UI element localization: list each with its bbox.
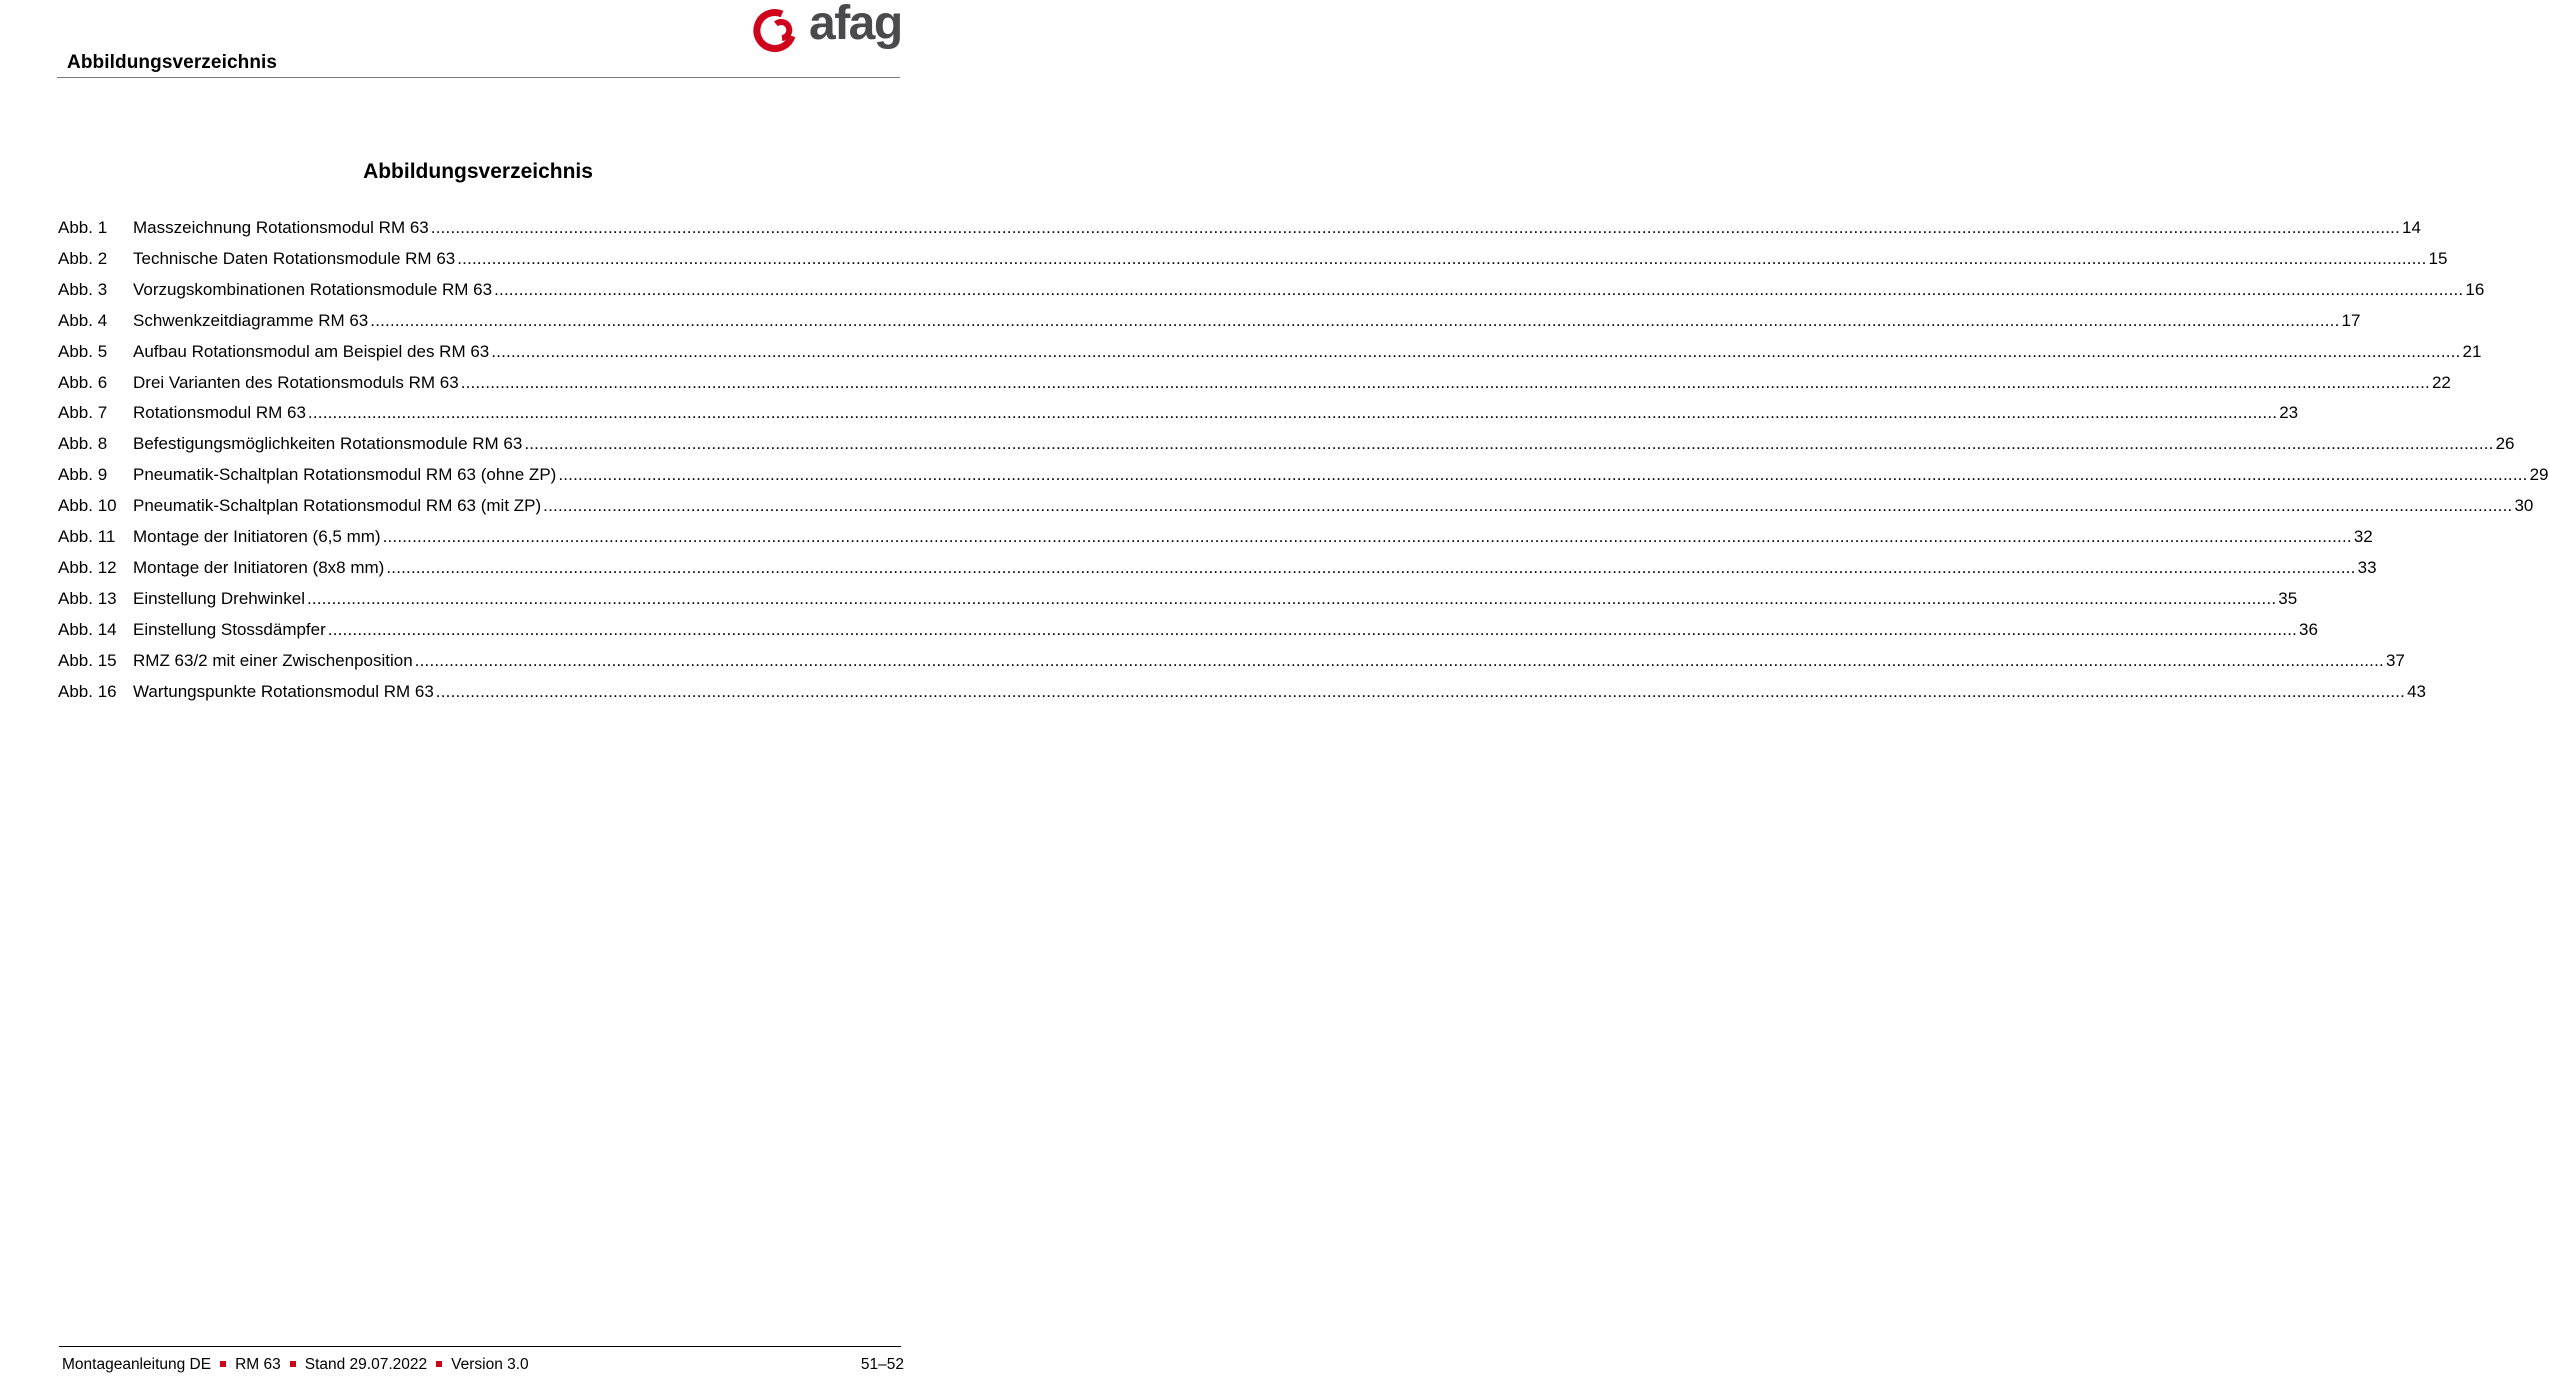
toc-entry-page: 17 — [2341, 310, 2361, 330]
toc-entry-title: Drei Varianten des Rotationsmoduls RM 63 — [133, 372, 459, 392]
toc-dot-leader: ................................................................................................................................................................................................................................................................................................................................................................................................................ — [386, 557, 2356, 577]
footer-divider — [59, 1346, 901, 1347]
toc-entry-title: Montage der Initiatoren (6,5 mm) — [133, 527, 381, 546]
toc-entry-number: Abb. 8 — [58, 434, 108, 454]
toc-entry-number: Abb. 5 — [58, 341, 108, 361]
toc-dot-leader: ................................................................................................................................................................................................................................................................................................................................................................................................................ — [307, 403, 2278, 423]
toc-entry-page: 33 — [2357, 557, 2377, 577]
toc-dot-leader: ................................................................................................................................................................................................................................................................................................................................................................................................................ — [491, 341, 2461, 361]
footer-version: Version 3.0 — [451, 1356, 529, 1373]
toc-entry-title: Masszeichnung Rotationsmodul RM 63 — [133, 218, 429, 237]
toc-entry[interactable] — [58, 248, 2448, 270]
toc-entry-page: 43 — [2407, 681, 2426, 701]
page-title: Abbildungsverzeichnis — [363, 160, 593, 183]
toc-entry-page: 36 — [2299, 619, 2318, 639]
toc-entry-page: 15 — [2428, 248, 2448, 268]
toc-entry-number: Abb. 14 — [58, 619, 117, 639]
toc-entry-number: Abb. 6 — [58, 372, 108, 392]
footer-page-number: 51–52 — [860, 1356, 904, 1373]
toc-entry-number: Abb. 10 — [58, 496, 117, 516]
toc-entry-title: Rotationsmodul RM 63 — [133, 403, 306, 423]
toc-dot-leader: ................................................................................................................................................................................................................................................................................................................................................................................................................ — [414, 650, 2384, 670]
toc-dot-leader: ................................................................................................................................................................................................................................................................................................................................................................................................................ — [524, 434, 2494, 454]
toc-entry-number: Abb. 16 — [58, 681, 117, 701]
footer-date: Stand 29.07.2022 — [304, 1356, 428, 1373]
toc-entry-page: 30 — [2514, 496, 2534, 516]
toc-entry-page: 32 — [2353, 527, 2373, 546]
toc-entry[interactable] — [58, 681, 2426, 703]
toc-entry-page: 37 — [2385, 650, 2405, 670]
footer-separator-icon — [220, 1361, 226, 1367]
toc-entry-number: Abb. 2 — [58, 248, 108, 268]
toc-entry-number: Abb. 4 — [58, 310, 108, 330]
toc-entry[interactable] — [58, 557, 2377, 579]
toc-entry-page: 21 — [2462, 341, 2482, 361]
toc-entry-title: RMZ 63/2 mit einer Zwischenposition — [133, 650, 413, 670]
toc-entry-number: Abb. 1 — [58, 218, 108, 237]
toc-entry[interactable] — [58, 433, 2515, 455]
toc-entry-page: 14 — [2402, 218, 2421, 237]
toc-dot-leader: ................................................................................................................................................................................................................................................................................................................................................................................................................ — [435, 681, 2406, 701]
toc-dot-leader: ................................................................................................................................................................................................................................................................................................................................................................................................................ — [460, 372, 2430, 392]
footer-model: RM 63 — [235, 1356, 281, 1373]
toc-dot-leader: ................................................................................................................................................................................................................................................................................................................................................................................................................ — [306, 588, 2277, 608]
afag-logo — [752, 0, 902, 55]
toc-entry[interactable] — [58, 341, 2482, 363]
header-divider — [57, 77, 900, 78]
footer-info — [62, 1355, 904, 1375]
toc-entry[interactable] — [58, 619, 2318, 641]
toc-entry-number: Abb. 11 — [58, 527, 116, 546]
toc-dot-leader: ................................................................................................................................................................................................................................................................................................................................................................................................................ — [558, 465, 2528, 485]
toc-entry[interactable] — [58, 650, 2405, 672]
toc-entry-page: 22 — [2431, 372, 2451, 392]
toc-dot-leader: ................................................................................................................................................................................................................................................................................................................................................................................................................ — [543, 496, 2513, 516]
toc-dot-leader: ................................................................................................................................................................................................................................................................................................................................................................................................................ — [457, 248, 2427, 268]
toc-entry[interactable] — [58, 217, 2421, 239]
toc-entry-number: Abb. 12 — [58, 557, 117, 577]
toc-entry-title: Pneumatik-Schaltplan Rotationsmodul RM 63 (mit ZP) — [133, 496, 542, 516]
afag-logo-text: afag — [809, 0, 902, 50]
toc-entry-page: 35 — [2278, 588, 2298, 608]
header-section-title: Abbildungsverzeichnis — [67, 52, 278, 73]
toc-dot-leader: ................................................................................................................................................................................................................................................................................................................................................................................................................ — [327, 619, 2298, 639]
toc-entry-title: Schwenkzeitdiagramme RM 63 — [133, 310, 369, 330]
toc-dot-leader: ................................................................................................................................................................................................................................................................................................................................................................................................................ — [430, 218, 2401, 237]
toc-entry-title: Montage der Initiatoren (8x8 mm) — [133, 557, 385, 577]
toc-entry-title: Technische Daten Rotationsmodule RM 63 — [133, 248, 456, 268]
toc-entry[interactable] — [58, 310, 2361, 332]
toc-entry-title: Aufbau Rotationsmodul am Beispiel des RM 63 — [133, 341, 490, 361]
toc-entry-number: Abb. 3 — [58, 279, 108, 299]
toc-dot-leader: ................................................................................................................................................................................................................................................................................................................................................................................................................ — [382, 527, 2352, 546]
toc-entry[interactable] — [58, 526, 2373, 548]
toc-entry-title: Befestigungsmöglichkeiten Rotationsmodule RM 63 — [133, 434, 523, 454]
toc-dot-leader: ................................................................................................................................................................................................................................................................................................................................................................................................................ — [370, 310, 2340, 330]
toc-entry[interactable] — [58, 402, 2299, 424]
toc-entry-page: 16 — [2465, 279, 2485, 299]
afag-logo-mark-icon — [752, 10, 798, 54]
toc-entry-title: Pneumatik-Schaltplan Rotationsmodul RM 63 (ohne ZP) — [133, 465, 557, 485]
toc-entry-title: Vorzugskombinationen Rotationsmodule RM 63 — [133, 279, 493, 299]
toc-entry-title: Wartungspunkte Rotationsmodul RM 63 — [133, 681, 434, 701]
footer-doc-type: Montageanleitung DE — [62, 1356, 212, 1373]
toc-entry-number: Abb. 9 — [58, 465, 108, 485]
toc-entry[interactable] — [58, 495, 2534, 517]
footer-separator-icon — [290, 1361, 296, 1367]
toc-entry[interactable] — [58, 464, 2549, 486]
toc-entry-page: 23 — [2279, 403, 2299, 423]
toc-entry-page: 29 — [2529, 465, 2549, 485]
toc-entry[interactable] — [58, 588, 2298, 610]
toc-dot-leader: ................................................................................................................................................................................................................................................................................................................................................................................................................ — [494, 279, 2464, 299]
toc-entry-title: Einstellung Stossdämpfer — [133, 619, 326, 639]
toc-entry-title: Einstellung Drehwinkel — [133, 588, 305, 608]
toc-entry-number: Abb. 13 — [58, 588, 117, 608]
toc-entry[interactable] — [58, 372, 2451, 394]
toc-entry-number: Abb. 7 — [58, 403, 108, 423]
toc-entry-number: Abb. 15 — [58, 650, 117, 670]
toc-entry-page: 26 — [2495, 434, 2515, 454]
toc-entry[interactable] — [58, 279, 2485, 301]
footer-separator-icon — [436, 1361, 442, 1367]
